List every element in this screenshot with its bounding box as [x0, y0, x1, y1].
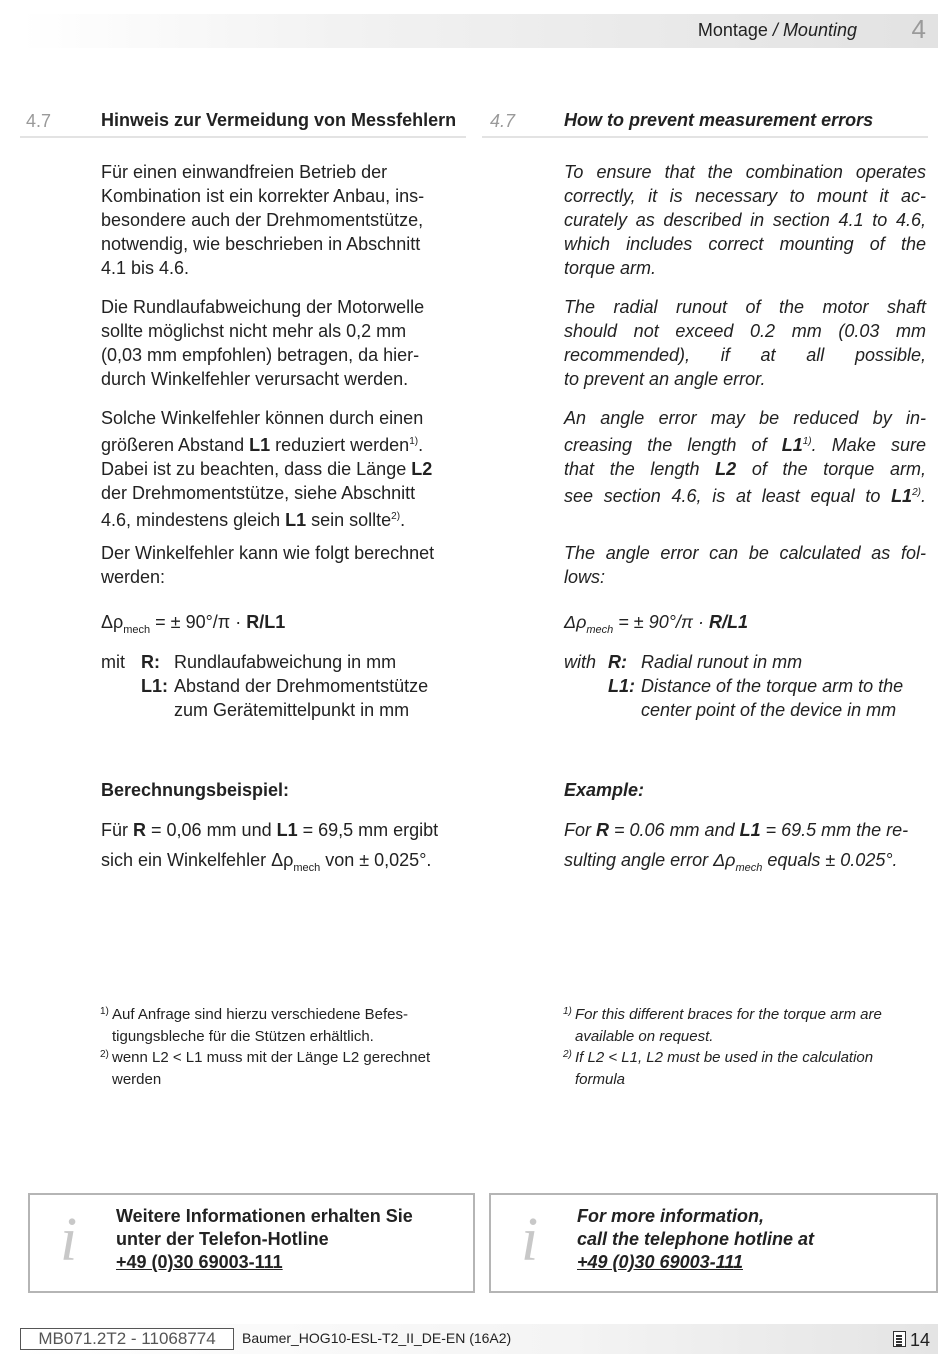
de-example-heading: Berechnungsbeispiel:: [101, 780, 290, 800]
section-title-de: Hinweis zur Vermeidung von Messfehlern: [101, 110, 457, 130]
de-def-r-key: R:: [141, 652, 160, 672]
section-rule-de: [20, 136, 466, 138]
de-paragraph-2: Die Rundlaufabweichung der Motorwelle sollte möglichst nicht mehr als 0,2 mm (0,03 mm empfohlen) betragen, da hier- durch Winkelfehler verursacht werden.: [101, 297, 425, 389]
de-footnote-2: 2) wenn L2 < L1 muss mit der Länge L2 gerechnet: [100, 1049, 431, 1066]
de-with-label: mit: [101, 652, 125, 672]
header-title: Montage / Mounting: [697, 20, 857, 40]
hotline-phone-en[interactable]: +49 (0)30 69003-111: [577, 1252, 743, 1272]
en-with-label: with: [564, 652, 597, 672]
en-paragraph-3: An angle error may be reduced by in- creasing the length of L1$^{1)}$. Make sure that the length L2 of the torque arm, see section 4.6, is at least equal to L1$^{2)}$.: [564, 408, 926, 506]
info-icon: i: [521, 1206, 539, 1274]
en-footnote-1: 1) For this different braces for the torque arm are: [563, 1006, 882, 1023]
de-paragraph-1: Für einen einwandfreien Betrieb der Kombination ist ein korrekter Anbau, ins- besondere auch der Drehmomentstütze, notwendig, wie beschrieben in Abschnitt 4.1 bis 4.6.: [101, 162, 425, 278]
en-def-l1-key: L1:: [608, 676, 635, 696]
en-footnote-1-cont: available on request.: [575, 1028, 714, 1045]
section-title-en: How to prevent measurement errors: [564, 110, 874, 130]
en-paragraph-4: The angle error can be calculated as fol- lows:: [564, 543, 926, 587]
en-example-text: For R = 0.06 mm and L1 = 69.5 mm the re- sulting angle error $\Delta\rho_{mech}$ equals ± 0.025°.: [564, 820, 909, 874]
chapter-number: 4: [911, 14, 926, 44]
info-box-en: [489, 1193, 938, 1293]
info-text-en: For more information, call the telephone hotline at +49 (0)30 69003-111: [577, 1206, 815, 1272]
de-def-l1-key: L1:: [141, 676, 168, 696]
section-rule-en: [482, 136, 928, 138]
en-def-r-key: R:: [608, 652, 627, 672]
en-paragraph-1: To ensure that the combination operates correctly, it is necessary to mount it ac- curately as described in section 4.1 to 4.6, which includes correct mounting of the torque arm.: [564, 162, 926, 278]
en-def-l1-value-1: Distance of the torque arm to the: [641, 676, 904, 696]
info-text-de: Weitere Informationen erhalten Sie unter der Telefon-Hotline +49 (0)30 69003-111: [116, 1206, 413, 1272]
en-footnote-2: 2) If L2 < L1, L2 must be used in the calculation: [563, 1049, 874, 1066]
section-number-en: 4.7: [490, 111, 516, 131]
en-def-r-value: Radial runout in mm: [641, 652, 803, 672]
en-def-l1-value-2: center point of the device in mm: [641, 700, 897, 720]
de-def-l1-value-2: zum Gerätemittelpunkt in mm: [174, 700, 410, 720]
de-footnote-2-cont: werden: [112, 1071, 162, 1088]
de-paragraph-4: Der Winkelfehler kann wie folgt berechnet werden:: [101, 543, 435, 587]
de-formula: $\Delta\rho_{mech}$ = ± 90°/π · R/L1: [101, 612, 286, 636]
en-footnote-2-cont: formula: [575, 1071, 626, 1088]
de-example-text: Für R = 0,06 mm und L1 = 69,5 mm ergibt sich ein Winkelfehler $\Delta\rho_{mech}$ von ± 0,025°.: [101, 820, 439, 874]
info-box-de: [28, 1193, 475, 1293]
en-example-heading: Example:: [564, 780, 645, 800]
de-footnote-1: 1) Auf Anfrage sind hierzu verschiedene Befes-: [100, 1006, 409, 1023]
page-icon: [893, 1331, 906, 1347]
hotline-phone-de[interactable]: +49 (0)30 69003-111: [116, 1252, 283, 1272]
de-footnote-1-cont: tigungsbleche für die Stützen erhältlich.: [112, 1028, 374, 1045]
de-def-r-value: Rundlaufabweichung in mm: [174, 652, 397, 672]
info-icon: i: [60, 1206, 78, 1274]
document-code: MB071.2T2 - 11068774: [20, 1328, 234, 1350]
document-filename: Baumer_HOG10-ESL-T2_II_DE-EN (16A2): [242, 1330, 512, 1346]
de-def-l1-value-1: Abstand der Drehmomentstütze: [174, 676, 429, 696]
de-paragraph-3: Solche Winkelfehler können durch einen größeren Abstand L1 reduziert werden$^{1)}$. Dabei ist zu beachten, dass die Länge L2 der Drehmomentstütze, siehe Abschnitt 4.6, mindestens gleich L1 sein sollte$^{2)}$.: [101, 408, 433, 530]
en-formula: $\Delta\rho_{mech}$ = ± 90°/π · R/L1: [564, 612, 748, 636]
section-number-de: 4.7: [26, 111, 52, 131]
page-number: 14: [910, 1330, 931, 1350]
en-paragraph-2: The radial runout of the motor shaft should not exceed 0.2 mm (0.03 mm recommended), if at all possible, to prevent an angle error.: [564, 297, 926, 389]
